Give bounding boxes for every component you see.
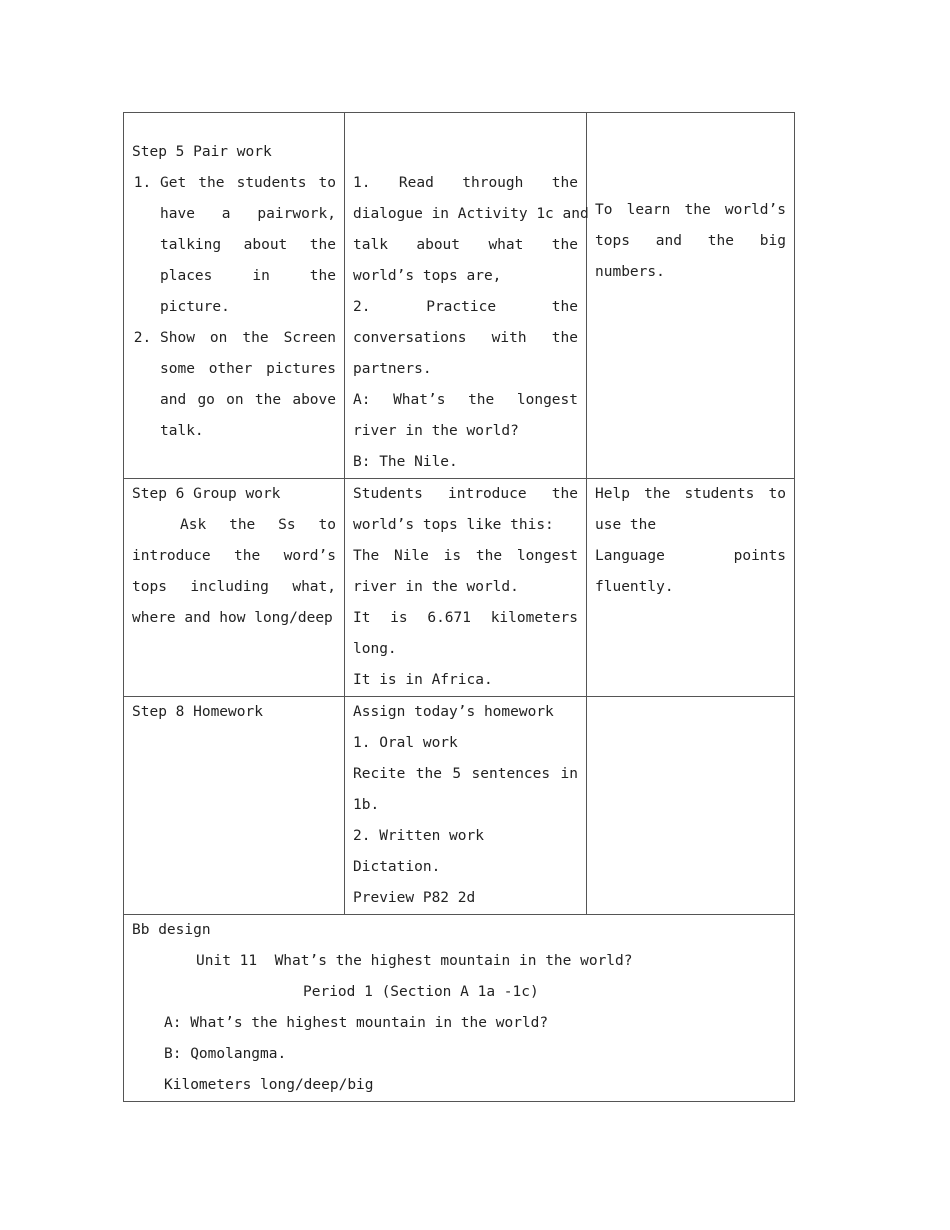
text-line: To learn the world’s xyxy=(595,202,786,218)
text-line: tops and the big xyxy=(595,233,786,249)
text-line: world’s tops are, xyxy=(353,268,502,284)
students-cell xyxy=(345,113,587,479)
text-line: Language points xyxy=(595,548,786,564)
step-title: Step 8 Homework xyxy=(132,704,263,720)
text-line: Assign today’s homework xyxy=(353,704,554,720)
text-line: river in the world? xyxy=(353,423,519,439)
purpose-cell xyxy=(587,113,795,479)
table-row xyxy=(124,113,795,479)
text-line: 1b. xyxy=(353,797,380,813)
text-line: B: The Nile. xyxy=(353,454,458,470)
text-line: fluently. xyxy=(595,579,674,595)
text-line: river in the world. xyxy=(353,579,519,595)
text-line: talk about what the xyxy=(353,237,578,253)
text-line: Ask the Ss to xyxy=(180,517,336,533)
text-line: 2. Practice the xyxy=(353,299,578,315)
text-line: The Nile is the longest xyxy=(353,548,578,564)
text-line: Preview P82 2d xyxy=(353,890,476,906)
activity-cell xyxy=(124,113,345,479)
text-line: Dictation. xyxy=(353,859,441,875)
bb-line-a: A: What’s the highest mountain in the world? xyxy=(164,1015,549,1031)
table-row xyxy=(124,915,795,1102)
text-line: It is 6.671 kilometers xyxy=(353,610,578,626)
table-row xyxy=(124,479,795,697)
text-line: conversations with the xyxy=(353,330,578,346)
activity-cell xyxy=(124,697,345,915)
list-item: 1. Get the students to have a pairwork, talking about the places in the picture. xyxy=(160,168,336,323)
table-row xyxy=(124,697,795,915)
text-line: dialogue in Activity 1c and xyxy=(353,206,589,222)
text-line: A: What’s the longest xyxy=(353,392,578,408)
activity-cell xyxy=(124,479,345,697)
text-line: use the xyxy=(595,517,657,533)
bb-design-cell xyxy=(124,915,795,1102)
step-list xyxy=(132,168,336,447)
step-title: Step 5 Pair work xyxy=(132,144,272,160)
list-item: 2. Show on the Screen some other pictures and go on the above talk. xyxy=(160,323,336,447)
text-line: 2. Written work xyxy=(353,828,484,844)
text-line: numbers. xyxy=(595,264,665,280)
purpose-cell xyxy=(587,479,795,697)
text-line: It is in Africa. xyxy=(353,672,493,688)
bb-line-c: Kilometers long/deep/big xyxy=(164,1077,374,1093)
bb-period: Period 1 (Section A 1a -1c) xyxy=(303,984,539,1000)
text-line: world’s tops like this: xyxy=(353,517,554,533)
bb-unit-title: Unit 11 What’s the highest mountain in the world? xyxy=(196,953,633,969)
text-line: introduce the word’s xyxy=(132,548,336,564)
text-line: tops including what, xyxy=(132,579,336,595)
text-line: long. xyxy=(353,641,397,657)
text-line: Help the students to xyxy=(595,486,786,502)
text-line: where and how long/deep xyxy=(132,610,333,626)
bb-line-b: B: Qomolangma. xyxy=(164,1046,287,1062)
text-line: partners. xyxy=(353,361,432,377)
bb-design-label: Bb design xyxy=(132,922,211,938)
text-line: 1. Read through the xyxy=(353,175,578,191)
students-cell xyxy=(345,697,587,915)
text-line: Students introduce the xyxy=(353,486,578,502)
text-line: 1. Oral work xyxy=(353,735,458,751)
text-line: Recite the 5 sentences in xyxy=(353,766,578,782)
students-cell xyxy=(345,479,587,697)
purpose-cell xyxy=(587,697,795,915)
lesson-plan-table xyxy=(123,112,795,1102)
step-title: Step 6 Group work xyxy=(132,486,281,502)
